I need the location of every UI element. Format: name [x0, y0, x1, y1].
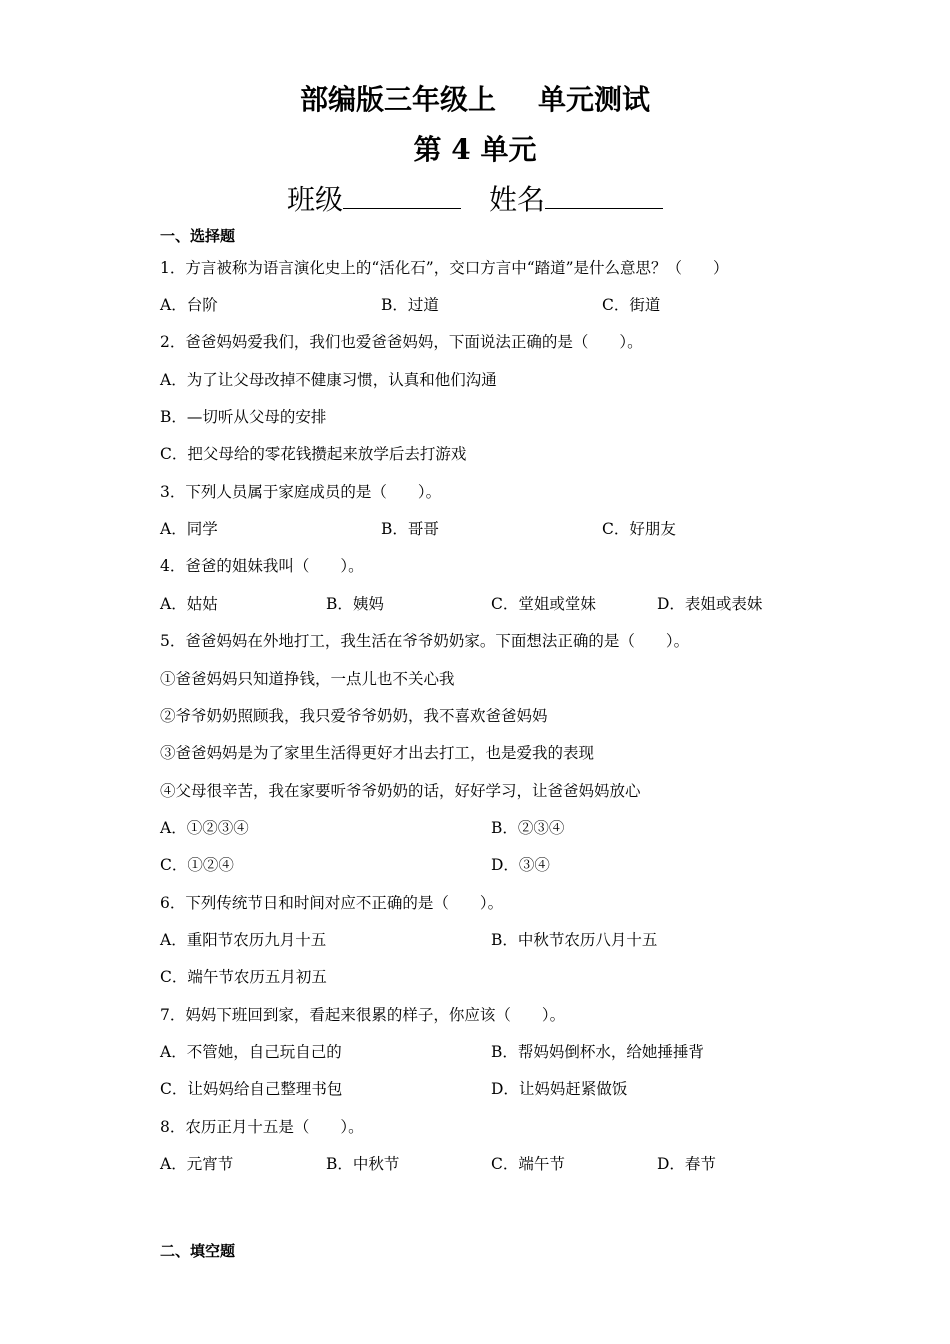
q1-option-a: A．台阶: [160, 296, 218, 314]
question-6: 6．下列传统节日和时间对应不正确的是（ ）。: [160, 894, 504, 912]
q4-option-d: D．表姐或表妹: [657, 595, 763, 613]
q2-option-b: B．—切听从父母的安排: [160, 408, 327, 426]
section-heading-fill: 二、填空题: [160, 1242, 236, 1260]
question-3: 3．下列人员属于家庭成员的是（ ）。: [160, 483, 442, 501]
question-5: 5．爸爸妈妈在外地打工，我生活在爷爷奶奶家。下面想法正确的是（ ）。: [160, 632, 690, 650]
q5-option-a: A．①②③④: [160, 819, 249, 837]
q4-option-b: B．姨妈: [326, 595, 384, 613]
question-4: 4．爸爸的姐妹我叫（ ）。: [160, 557, 364, 575]
q4-option-a: A．姑姑: [160, 595, 218, 613]
q6-option-b: B．中秋节农历八月十五: [491, 931, 658, 949]
q7-option-d: D．让妈妈赶紧做饭: [491, 1080, 628, 1098]
name-blank: [545, 186, 663, 209]
section-heading-choice: 一、选择题: [160, 227, 236, 245]
q2-option-c: C．把父母给的零花钱攒起来放学后去打游戏: [160, 445, 467, 463]
q6-option-c: C．端午节农历五月初五: [160, 968, 327, 986]
q5-statement-4: ④父母很辛苦，我在家要听爷爷奶奶的话，好好学习，让爸爸妈妈放心: [160, 782, 641, 800]
title-left: 部编版三年级上: [299, 83, 496, 116]
q5-statement-2: ②爷爷奶奶照顾我，我只爱爷爷奶奶，我不喜欢爸爸妈妈: [160, 707, 548, 725]
q6-option-a: A．重阳节农历九月十五: [160, 931, 327, 949]
q7-option-a: A．不管她，自己玩自己的: [160, 1043, 342, 1061]
class-blank: [343, 186, 461, 209]
q1-option-b: B．过道: [381, 296, 439, 314]
q5-statement-3: ③爸爸妈妈是为了家里生活得更好才出去打工，也是爱我的表现: [160, 744, 595, 762]
q8-option-b: B．中秋节: [326, 1155, 400, 1173]
title-right: 单元测试: [538, 83, 651, 116]
q3-option-a: A．同学: [160, 520, 218, 538]
q3-option-b: B．哥哥: [381, 520, 439, 538]
q8-option-a: A．元宵节: [160, 1155, 234, 1173]
name-label: 姓名: [489, 183, 546, 216]
q7-option-c: C．让妈妈给自己整理书包: [160, 1080, 343, 1098]
unit-title: 第 4 单元: [413, 133, 537, 166]
q5-option-b: B．②③④: [491, 819, 565, 837]
question-7: 7．妈妈下班回到家，看起来很累的样子，你应该（ ）。: [160, 1006, 566, 1024]
q7-option-b: B．帮妈妈倒杯水，给她捶捶背: [491, 1043, 704, 1061]
q4-option-c: C．堂姐或堂妹: [491, 595, 596, 613]
q5-option-d: D．③④: [491, 856, 550, 874]
q8-option-c: C．端午节: [491, 1155, 565, 1173]
q8-option-d: D．春节: [657, 1155, 716, 1173]
question-1: 1．方言被称为语言演化史上的“活化石”，交口方言中“踏道”是什么意思？（ ）: [160, 259, 729, 277]
exam-title: [0, 78, 950, 118]
student-info: [0, 178, 950, 218]
class-label: 班级: [286, 183, 343, 216]
q5-statement-1: ①爸爸妈妈只知道挣钱，一点儿也不关心我: [160, 670, 455, 688]
question-8: 8．农历正月十五是（ ）。: [160, 1118, 364, 1136]
question-2: 2．爸爸妈妈爱我们，我们也爱爸爸妈妈，下面说法正确的是（ ）。: [160, 333, 643, 351]
q5-option-c: C．①②④: [160, 856, 234, 874]
q1-option-c: C．街道: [602, 296, 661, 314]
q2-option-a: A．为了让父母改掉不健康习惯，认真和他们沟通: [160, 371, 497, 389]
q3-option-c: C．好朋友: [602, 520, 676, 538]
